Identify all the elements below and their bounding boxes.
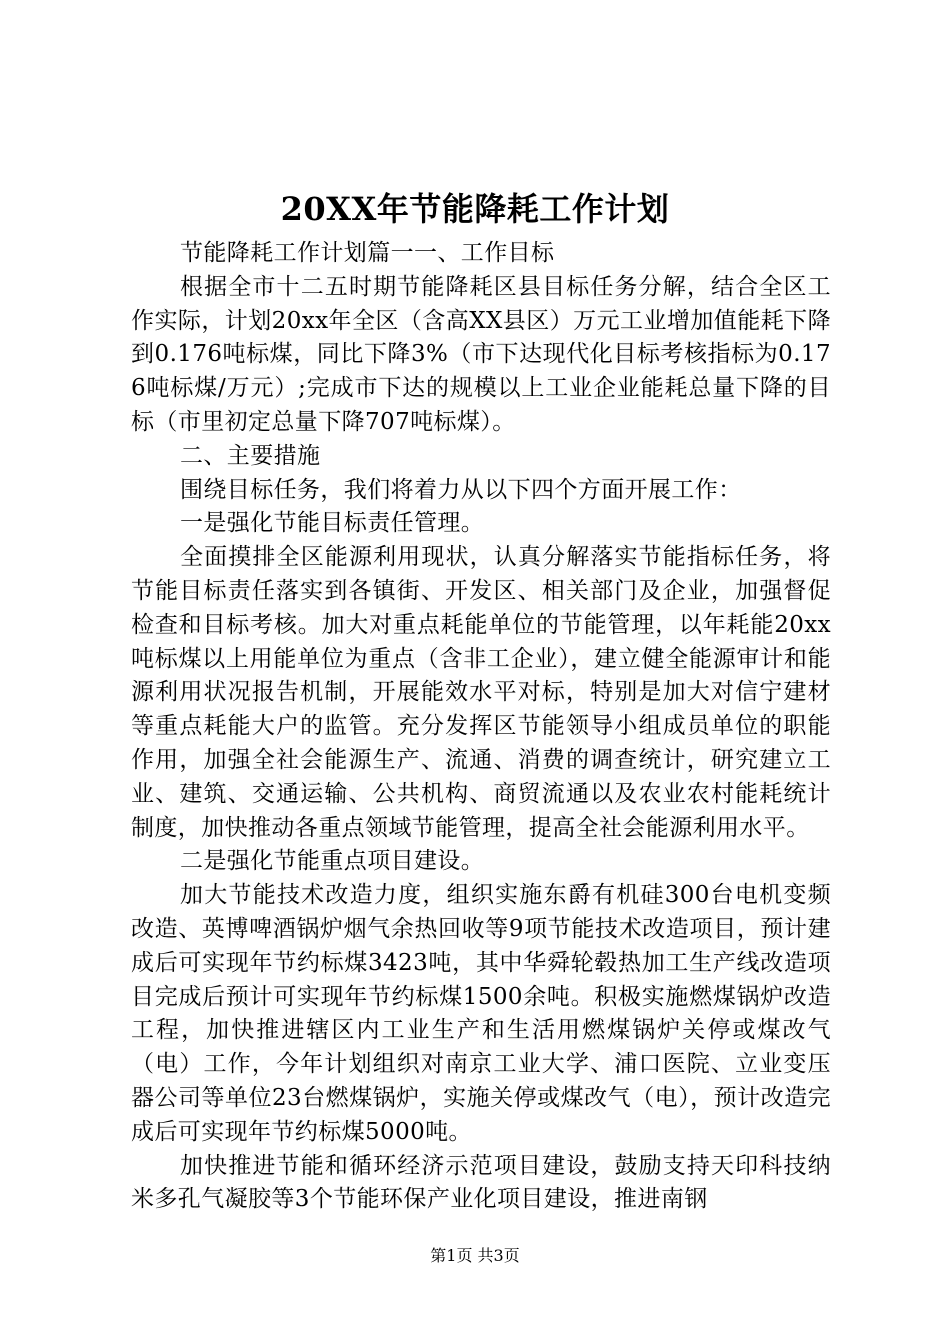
paragraph-section-heading: 节能降耗工作计划篇一一、工作目标 xyxy=(180,240,555,266)
paragraph-measures-intro: 围绕目标任务，我们将着力从以下四个方面开展工作： xyxy=(180,476,742,503)
paragraph-demonstration-projects: 加快推进节能和循环经济示范项目建设，鼓励支持天印科技纳米多孔气凝胶等3个节能环保产业化项目建设，推进南钢 xyxy=(131,1152,831,1213)
paragraph-measure-1-body: 全面摸排全区能源利用现状，认真分解落实节能指标任务，将节能目标责任落实到各镇街、开发区、相关部门及企业，加强督促检查和目标考核。加大对重点耗能单位的节能管理，以年耗能20xx吨标煤以上用能单位为重点（含非工企业），建立健全能源审计和能源利用状况报告机制，开展能效水平对标，特别是加大对信宁建材等重点耗能大户的监管。充分发挥区节能领导小组成员单位的职能作用，加强全社会能源生产、流通、消费的调查统计，研究建立工业、建筑、交通运输、公共机构、商贸流通以及农业农村能耗统计制度，加快推动各重点领域节能管理，提高全社会能源利用水平。 xyxy=(131,544,831,841)
document-title: 20XX年节能降耗工作计划 xyxy=(280,190,670,228)
paragraph-measure-2-body: 加大节能技术改造力度，组织实施东爵有机硅300台电机变频改造、英博啤酒锅炉烟气余热回收等9项节能技术改造项目，预计建成后可实现年节约标煤3423吨，其中华舜轮毂热加工生产线改造项目完成后预计可实现年节约标煤1500余吨。积极实施燃煤锅炉改造工程，加快推进辖区内工业生产和生活用燃煤锅炉关停或煤改气（电）工作，今年计划组织对南京工业大学、浦口医院、立业变压器公司等单位23台燃煤锅炉，实施关停或煤改气（电），预计改造完成后可实现年节约标煤5000吨。 xyxy=(131,882,831,1145)
paragraph-measure-1-heading: 一是强化节能目标责任管理。 xyxy=(180,510,485,537)
paragraph-goal: 根据全市十二五时期节能降耗区县目标任务分解，结合全区工作实际，计划20xx年全区（含高XX县区）万元工业增加值能耗下降到0.176吨标煤，同比下降3%（市下达现代化目标考核指标为0.176吨标煤/万元）;完成市下达的规模以上工业企业能耗总量下降的目标（市里初定总量下降707吨标煤）。 xyxy=(131,273,831,435)
paragraph-measure-2-heading: 二是强化节能重点项目建设。 xyxy=(180,848,485,875)
document-body xyxy=(131,237,831,1217)
page-number-footer: 第1页 共3页 xyxy=(430,1246,520,1265)
paragraph-measures-heading: 二、主要措施 xyxy=(180,442,321,469)
